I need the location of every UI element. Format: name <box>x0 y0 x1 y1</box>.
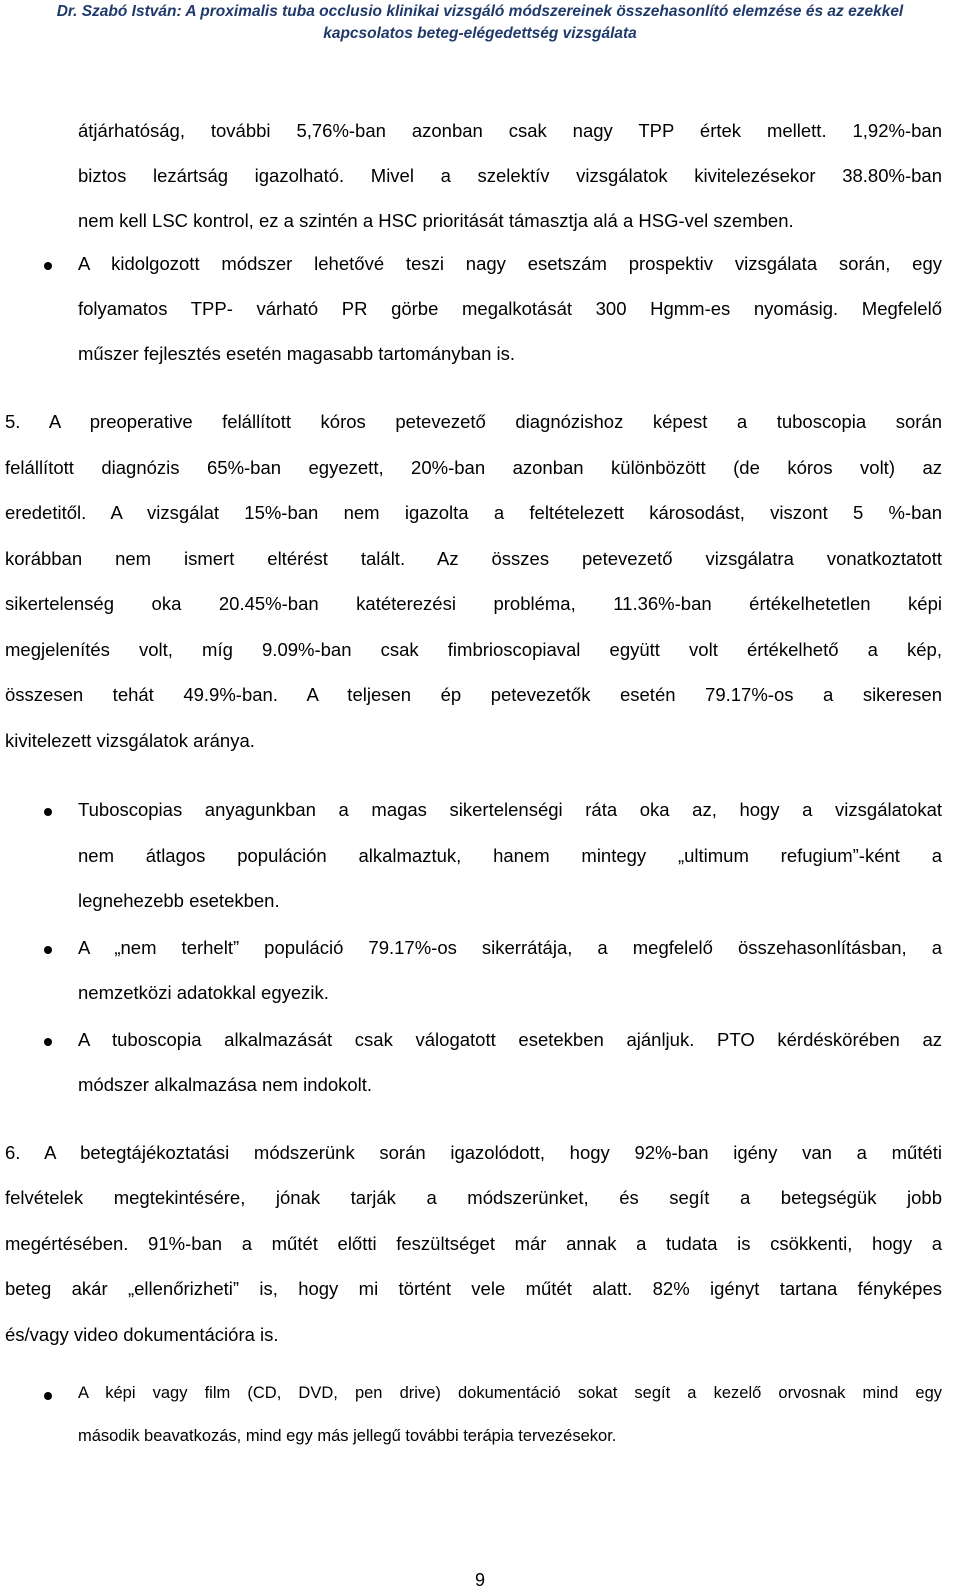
text-line: A képi vagy film (CD, DVD, pen drive) dokumentáció sokat segít a kezelő orvosnak mind egy <box>78 1384 942 1402</box>
bullet-icon <box>44 946 52 954</box>
text-line: műszer fejlesztés esetén magasabb tartományban is. <box>78 343 516 364</box>
bullet-icon <box>44 262 52 270</box>
text-line: folyamatos TPP- várható PR görbe megalkotását 300 Hgmm-es nyomásig. Megfelelő <box>78 298 942 319</box>
header-line-1: Dr. Szabó István: A proximalis tuba occlusio klinikai vizsgáló módszereinek összehasonlító elemzése és az ezekkel <box>56 3 904 20</box>
text-line: nemzetközi adatokkal egyezik. <box>78 982 329 1003</box>
text-line: legnehezebb esetekben. <box>78 890 280 911</box>
text-line: megjelenítés volt, míg 9.09%-ban csak fimbrioscopiaval együtt volt értékelhető a kép, <box>5 639 942 660</box>
text-line: A tuboscopia alkalmazását csak válogatott esetekben ajánljuk. PTO kérdéskörében az <box>78 1029 942 1050</box>
text-line: felállított diagnózis 65%-ban egyezett, 20%-ban azonban különbözött (de kóros volt) az <box>5 457 942 478</box>
text-line: A kidolgozott módszer lehetővé teszi nagy esetszám prospektiv vizsgálata során, egy <box>78 253 942 274</box>
header-line-2: kapcsolatos beteg-elégedettség vizsgálata <box>323 25 637 42</box>
text-line: eredetitől. A vizsgálat 15%-ban nem igazolta a feltételezett károsodást, viszont 5 %-ban <box>5 502 942 523</box>
bullet-icon <box>44 1038 52 1046</box>
text-line: nem kell LSC kontrol, ez a szintén a HSC prioritását támasztja alá a HSG-vel szemben. <box>78 210 794 231</box>
text-line: összesen tehát 49.9%-ban. A teljesen ép petevezetők esetén 79.17%-os a sikeresen <box>5 684 942 705</box>
text-line: sikertelenség oka 20.45%-ban katéterezési probléma, 11.36%-ban értékelhetetlen képi <box>5 593 942 614</box>
text-line: megértésében. 91%-ban a műtét előtti feszültséget már annak a tudata is csökkenti, hogy a <box>5 1233 942 1254</box>
text-line: Tuboscopias anyagunkban a magas sikertelenségi ráta oka az, hogy a vizsgálatokat <box>78 799 942 820</box>
text-line: és/vagy video dokumentációra is. <box>5 1324 279 1345</box>
text-line: kivitelezett vizsgálatok aránya. <box>5 730 255 751</box>
text-line: A „nem terhelt” populáció 79.17%-os sikerrátája, a megfelelő összehasonlításban, a <box>78 937 942 958</box>
text-line: beteg akár „ellenőrizheti” is, hogy mi történt vele műtét alatt. 82% igényt tartana fényképes <box>5 1278 942 1299</box>
text-line: 5. A preoperative felállított kóros petevezető diagnózishoz képest a tuboscopia során <box>5 411 942 432</box>
page-number: 9 <box>474 1570 485 1590</box>
text-line: 6. A betegtájékoztatási módszerünk során igazolódott, hogy 92%-ban igény van a műtéti <box>5 1142 942 1163</box>
text-line: felvételek megtekintésére, jónak tarják a módszerünket, és segít a betegségük jobb <box>5 1187 942 1208</box>
text-line: módszer alkalmazása nem indokolt. <box>78 1074 373 1095</box>
text-line: biztos lezártság igazolható. Mivel a szelektív vizsgálatok kivitelezésekor 38.80%-ban <box>78 165 942 186</box>
text-line: korábban nem ismert eltérést talált. Az összes petevezető vizsgálatra vonatkoztatott <box>5 548 942 569</box>
text-line: második beavatkozás, mind egy más jellegű további terápia tervezésekor. <box>78 1427 617 1445</box>
bullet-icon <box>44 808 52 816</box>
text-line: átjárhatóság, további 5,76%-ban azonban csak nagy TPP értek mellett. 1,92%-ban <box>78 120 942 141</box>
text-line: nem átlagos populáción alkalmaztuk, hanem mintegy „ultimum refugium”-ként a <box>78 845 942 866</box>
bullet-icon <box>44 1392 52 1400</box>
